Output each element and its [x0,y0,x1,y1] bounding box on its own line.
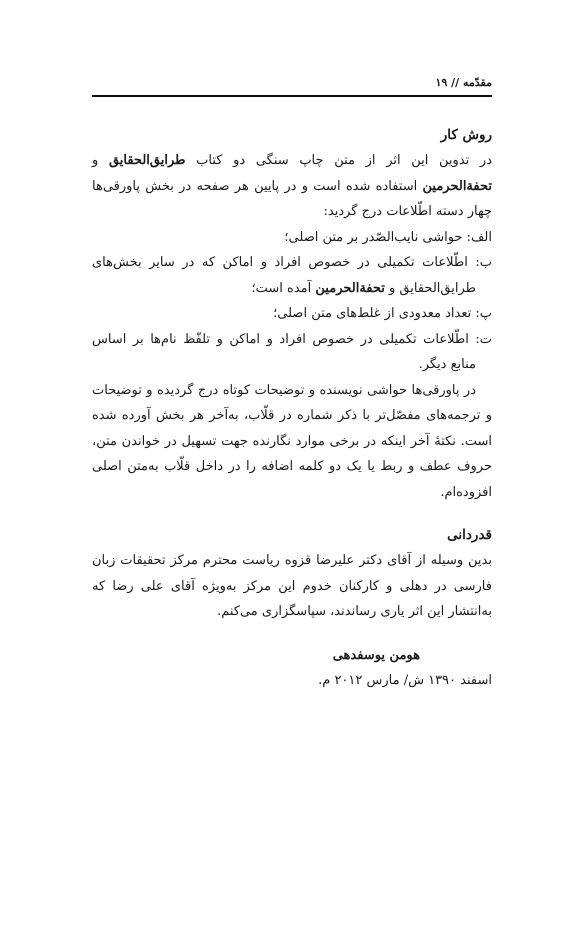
intro-conjunction: و [92,153,109,168]
page-body [92,122,492,694]
signature-date: اسفند ۱۳۹۰ ش/ مارس ۲۰۱۲ م. [318,673,492,688]
intro-text-start: در تدوین این اثر از متن چاپ سنگی دو کتاب [185,153,492,168]
intro-text-end: استفاده شده است و در پایین هر صفحه در بخش پاورقی‌ها چهار دسته اطّلاعات درج گردید: [92,178,492,219]
section-spacer [92,505,492,522]
footnotes-paragraph: در پاورقی‌ها حواشی نویسنده و توضیحات کوتاه درج گردیده و توضیحات و ترجمه‌های مفصّل‌تر با ذکر شماره در قلّاب، به‌آخر هر بخش آورده شده است. نکتهٔ آخر اینکه در برخی موارد نگارنده جهت تسهیل در خواندن متن، حروف عطف و ربط یا یک دو کلمه اضافه را در داخل قلّاب به‌متن اصلی افزوده‌ام. [92,382,492,500]
running-header: مقدّمه // ۱۹ [435,76,492,89]
book-title-taraiq: طرایق‌الحقایق [108,153,186,168]
list-item-be [92,250,492,301]
book-title-tohfa-2: تحفة‌الحرمین [315,280,385,296]
method-intro-paragraph [92,148,492,225]
list-item-te: ت: اطّلاعات تکمیلی در خصوص افراد و اماکن و تلفّظ نام‌ها بر اساس منابع دیگر. [92,331,492,372]
section-heading-method: روش کار [440,127,492,143]
header-rule [92,95,492,97]
book-page [92,0,492,950]
thanks-paragraph: بدین وسیله از آقای دکتر علیرضا قزوه ریاست محترم مرکز تحقیقات زبان فارسی در دهلی و کارکنان خدوم این مرکز به‌ویژه آقای علی رضا که به‌انتشار این اثر یاری رساندند، سپاسگزاری می‌کنم. [92,553,492,619]
author-signature: هومن یوسفدهی [332,647,420,663]
list-item-be-text: ب: اطّلاعات تکمیلی در خصوص افراد و اماکن که در سایر بخش‌های طرایق‌الحقایق و [92,255,492,296]
list-item-pe: پ: تعداد معدودی از غلط‌های متن اصلی؛ [273,306,492,321]
book-title-tohfa: تحفة‌الحرمین [422,178,492,194]
list-item-alef: الف: حواشی نایب‌الصّدر بر متن اصلی؛ [284,229,492,245]
section-heading-thanks: قدردانی [447,527,492,543]
signature-spacer [92,625,492,643]
list-item-be-end: آمده است؛ [251,280,316,296]
